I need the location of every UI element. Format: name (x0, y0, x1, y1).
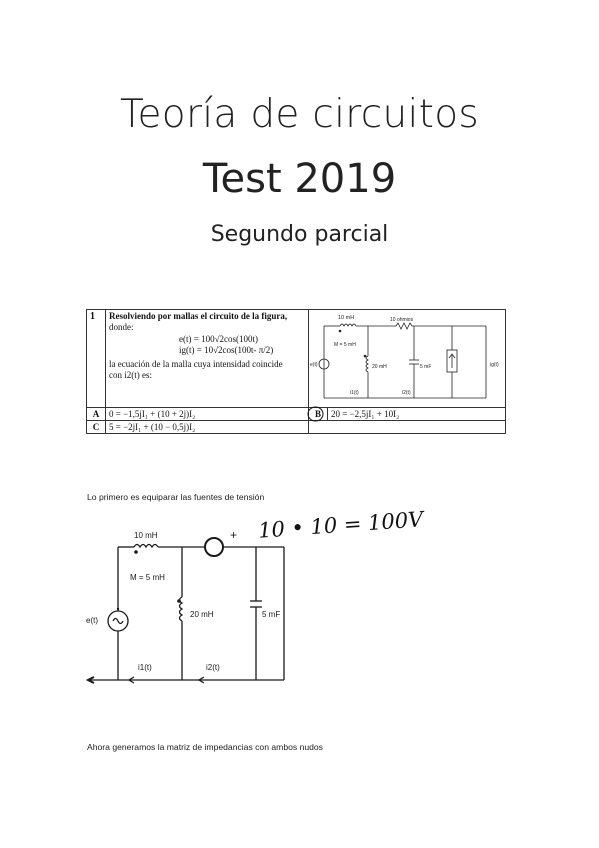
fig-label-i1: i1(t) (350, 390, 359, 396)
label-e: e(t) (86, 616, 98, 625)
note-second: Ahora generamos la matriz de impedancias con ambos nudos (87, 742, 323, 752)
label-m: M = 5 mH (130, 573, 165, 582)
section-title: Segundo parcial (210, 222, 389, 247)
option-empty (309, 421, 506, 434)
option-b-formula: 20 = −2,5jI₁ + 10I₂ (328, 408, 506, 421)
option-c-letter: C (87, 421, 106, 434)
question-circuit-figure (310, 312, 504, 420)
question-eq-ig: ig(t) = 10√2cos(100t- π/2) (179, 344, 274, 355)
page-subtitle: Test 2019 (202, 156, 397, 202)
plus-sign: + (230, 528, 238, 542)
fig-label-l1: 10 mH (338, 315, 355, 321)
fig-label-ig: ig(t) (490, 362, 499, 368)
main-circuit-figure (86, 525, 286, 690)
fig-label-r: 10 ohmios (390, 317, 414, 323)
label-i2: i2(t) (206, 663, 220, 672)
question-text-2: donde: (109, 322, 134, 333)
fig-label-l2: 20 mH (372, 364, 387, 370)
question-text-4: con i2(t) es: (109, 370, 152, 381)
fig-label-c: 5 mF (420, 364, 432, 370)
fig-label-e: e(t) (310, 362, 318, 368)
label-l2: 20 mH (190, 610, 214, 619)
question-statement (106, 310, 309, 408)
question-number: 1 (87, 310, 106, 408)
fig-label-m: M = 5 mH (334, 342, 356, 348)
note-first: Lo primero es equiparar las fuentes de tensión (87, 492, 265, 502)
page-title: Teoría de circuitos (120, 92, 479, 137)
option-b-letter-text: B (314, 409, 321, 419)
handwritten-calc: 10 • 10 = 100V (257, 507, 425, 543)
option-a-formula: 0 = −1,5jI₁ + (10 + 2j)I₂ (106, 408, 309, 421)
fig-label-i2: i2(t) (402, 390, 411, 396)
label-i1: i1(t) (138, 663, 152, 672)
question-eq-e: e(t) = 100√2cos(100t) (179, 333, 258, 344)
question-text-3: la ecuación de la malla cuya intensidad coincide (109, 359, 283, 369)
option-c-formula: 5 = −2jI₁ + (10 − 0,5j)I₂ (106, 421, 309, 434)
label-l1: 10 mH (134, 531, 158, 540)
question-text-1: Resolviendo por mallas el circuito de la figura, (109, 311, 288, 321)
label-c: 5 mF (262, 610, 281, 619)
option-a-letter: A (87, 408, 106, 421)
